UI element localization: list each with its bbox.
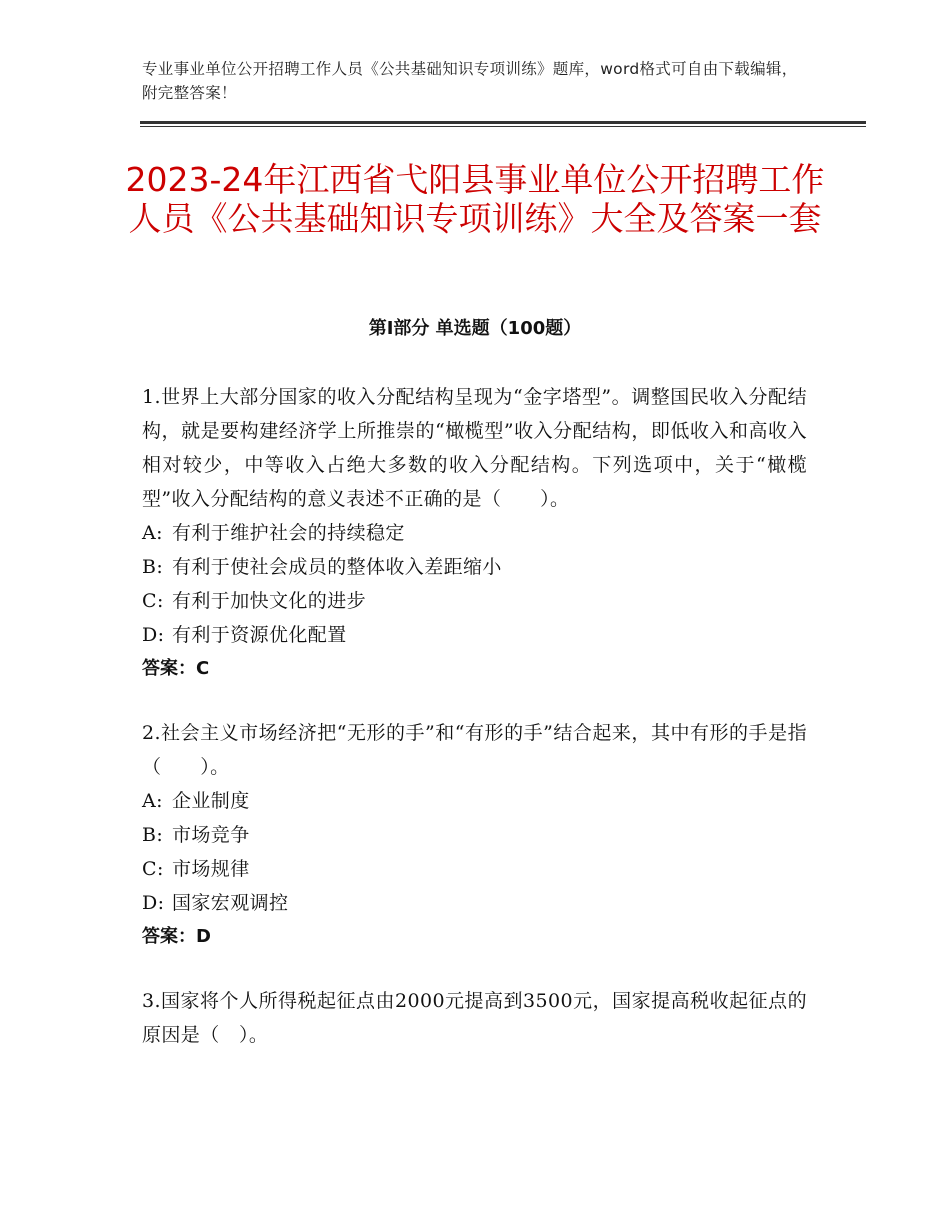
option-letter: C: bbox=[142, 858, 164, 880]
option-letter: D: bbox=[142, 624, 165, 646]
section-heading: 第Ⅰ部分 单选题（100题） bbox=[368, 318, 582, 339]
question-2 bbox=[142, 716, 807, 954]
option-letter: A: bbox=[142, 790, 163, 812]
question-3 bbox=[142, 984, 807, 1052]
option-text: 市场竞争 bbox=[172, 824, 250, 846]
answer-value: C bbox=[196, 658, 210, 679]
option-d bbox=[142, 886, 807, 920]
option-text: 企业制度 bbox=[172, 790, 250, 812]
header-rule-thin bbox=[140, 126, 866, 127]
header-note: 专业事业单位公开招聘工作人员《公共基础知识专项训练》题库，word格式可自由下载编辑，附完整答案！ bbox=[142, 60, 798, 102]
option-b bbox=[142, 550, 807, 584]
question-stem: 3.国家将个人所得税起征点由2000元提高到3500元，国家提高税收起征点的原因是（ ）。 bbox=[142, 990, 807, 1046]
option-text: 有利于维护社会的持续稳定 bbox=[172, 522, 405, 544]
option-b bbox=[142, 818, 807, 852]
option-text: 国家宏观调控 bbox=[172, 892, 289, 914]
question-stem: 2.社会主义市场经济把“无形的手”和“有形的手”结合起来，其中有形的手是指（ ）。 bbox=[142, 722, 807, 778]
option-d bbox=[142, 618, 807, 652]
option-text: 市场规律 bbox=[172, 858, 250, 880]
option-letter: C: bbox=[142, 590, 164, 612]
option-a bbox=[142, 784, 807, 818]
answer-label: 答案： bbox=[142, 658, 196, 679]
question-1 bbox=[142, 380, 807, 686]
option-text: 有利于资源优化配置 bbox=[172, 624, 347, 646]
header-rule-thick bbox=[140, 121, 866, 124]
answer-value: D bbox=[196, 926, 211, 947]
option-letter: B: bbox=[142, 556, 164, 578]
question-list bbox=[142, 380, 807, 1082]
option-text: 有利于加快文化的进步 bbox=[172, 590, 367, 612]
answer-line bbox=[142, 652, 807, 686]
option-letter: B: bbox=[142, 824, 164, 846]
document-title: 2023-24年江西省弋阳县事业单位公开招聘工作人员《公共基础知识专项训练》大全及答案一套 bbox=[125, 160, 825, 238]
option-c bbox=[142, 852, 807, 886]
option-c bbox=[142, 584, 807, 618]
answer-label: 答案： bbox=[142, 926, 196, 947]
option-letter: D: bbox=[142, 892, 165, 914]
answer-line bbox=[142, 920, 807, 954]
question-stem: 1.世界上大部分国家的收入分配结构呈现为“金字塔型”。调整国民收入分配结构，就是要构建经济学上所推崇的“橄榄型”收入分配结构，即低收入和高收入相对较少，中等收入占绝大多数的收入分配结构。下列选项中，关于“橄榄型”收入分配结构的意义表述不正确的是（ ）。 bbox=[142, 386, 807, 510]
option-a bbox=[142, 516, 807, 550]
option-letter: A: bbox=[142, 522, 163, 544]
option-text: 有利于使社会成员的整体收入差距缩小 bbox=[172, 556, 502, 578]
